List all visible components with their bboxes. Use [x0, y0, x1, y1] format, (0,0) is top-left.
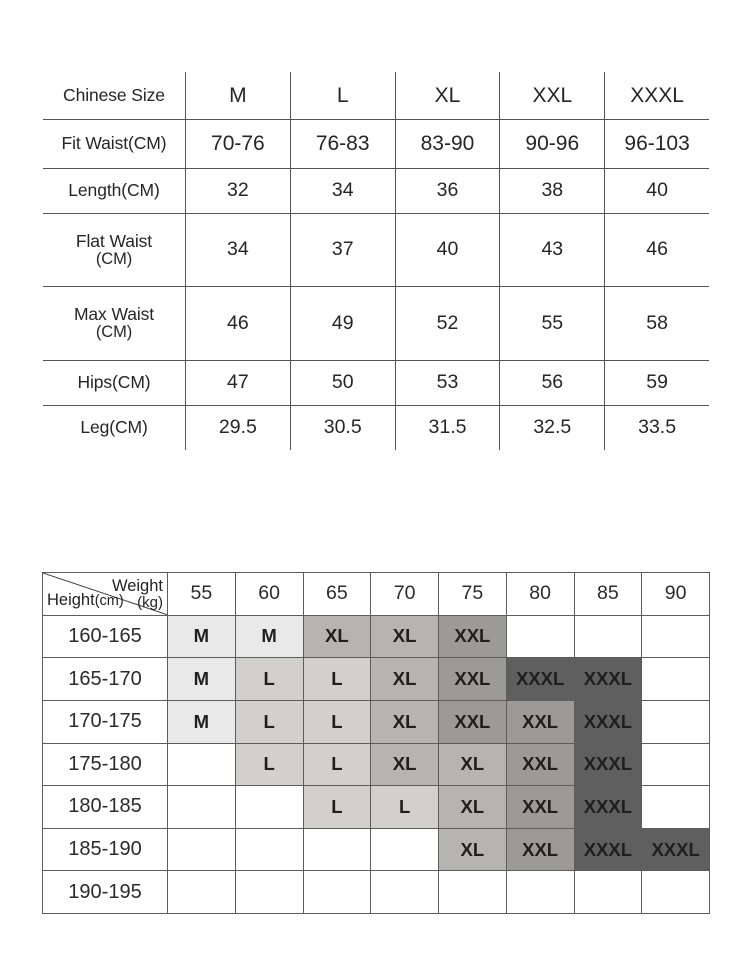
matrix-size-cell: XL [439, 743, 507, 786]
spec-cell: 37 [290, 214, 395, 287]
matrix-size-cell: XXL [439, 700, 507, 743]
matrix-size-cell: XXXL [574, 828, 642, 871]
spec-cell: 50 [290, 360, 395, 405]
matrix-size-cell: XXL [439, 658, 507, 701]
matrix-size-cell: XXXL [574, 700, 642, 743]
matrix-empty-cell [642, 786, 710, 829]
matrix-empty-cell [235, 828, 303, 871]
spec-row-label-unit: (CM) [95, 323, 133, 342]
matrix-empty-cell [642, 743, 710, 786]
matrix-height-header: 175-180 [43, 743, 168, 786]
spec-row-label-text: Length(CM) [68, 180, 160, 201]
spec-row-label [43, 214, 186, 287]
spec-cell: 33.5 [605, 405, 710, 450]
size-recommendation-matrix-container [42, 572, 710, 914]
matrix-size-cell: L [303, 658, 371, 701]
matrix-weight-axis-unit: (kg) [137, 594, 163, 612]
matrix-size-cell: XL [371, 615, 439, 658]
spec-row [43, 405, 710, 450]
matrix-size-cell: XL [371, 743, 439, 786]
spec-row [43, 168, 710, 213]
matrix-size-cell: XXL [506, 700, 574, 743]
spec-size-header-l: L [290, 72, 395, 120]
matrix-size-cell: L [303, 700, 371, 743]
spec-cell: 34 [186, 214, 291, 287]
spec-cell: 47 [186, 360, 291, 405]
matrix-empty-cell [642, 615, 710, 658]
matrix-empty-cell [439, 871, 507, 914]
spec-size-header-xl: XL [395, 72, 500, 120]
matrix-size-cell: XXXL [642, 828, 710, 871]
matrix-size-cell: L [303, 786, 371, 829]
spec-row-label [43, 405, 186, 450]
spec-row-label [43, 168, 186, 213]
matrix-empty-cell [574, 871, 642, 914]
matrix-size-cell: L [235, 700, 303, 743]
spec-row-label-text: Hips(CM) [77, 371, 151, 392]
spec-row-label-text: Max Waist [73, 304, 155, 325]
spec-cell: 96-103 [605, 120, 710, 168]
size-recommendation-matrix [42, 572, 710, 914]
matrix-size-cell: XXL [506, 743, 574, 786]
spec-cell: 29.5 [186, 405, 291, 450]
size-spec-table [42, 71, 710, 451]
matrix-height-header: 160-165 [43, 615, 168, 658]
matrix-weight-axis-text: Weight [111, 577, 163, 595]
matrix-size-cell: L [303, 743, 371, 786]
spec-size-header-xxl: XXL [500, 72, 605, 120]
spec-cell: 52 [395, 287, 500, 360]
spec-cell: 58 [605, 287, 710, 360]
matrix-size-cell: M [168, 658, 236, 701]
spec-row-label [43, 120, 186, 168]
matrix-empty-cell [235, 786, 303, 829]
matrix-size-cell: XL [439, 786, 507, 829]
spec-cell: 46 [186, 287, 291, 360]
matrix-weight-header: 75 [439, 573, 507, 616]
matrix-header-row [43, 573, 710, 616]
spec-row-label-text: Leg(CM) [80, 417, 148, 438]
spec-size-header-m: M [186, 72, 291, 120]
spec-row-label-unit: (CM) [95, 249, 133, 268]
matrix-height-header: 190-195 [43, 871, 168, 914]
matrix-empty-cell [235, 871, 303, 914]
spec-row-label-text: Flat Waist [75, 231, 153, 252]
matrix-empty-cell [642, 871, 710, 914]
matrix-size-cell: L [235, 743, 303, 786]
matrix-weight-header: 65 [303, 573, 371, 616]
matrix-size-cell: XL [371, 700, 439, 743]
spec-cell: 40 [605, 168, 710, 213]
matrix-size-cell: XL [439, 828, 507, 871]
matrix-size-cell: XXXL [574, 786, 642, 829]
spec-cell: 31.5 [395, 405, 500, 450]
spec-cell: 56 [500, 360, 605, 405]
matrix-size-cell: XL [303, 615, 371, 658]
matrix-weight-header: 80 [506, 573, 574, 616]
matrix-height-header: 165-170 [43, 658, 168, 701]
spec-header-row [43, 72, 710, 120]
spec-row [43, 287, 710, 360]
matrix-size-cell: M [168, 700, 236, 743]
matrix-row [43, 658, 710, 701]
spec-row [43, 120, 710, 168]
matrix-empty-cell [506, 615, 574, 658]
spec-row-label [43, 287, 186, 360]
matrix-size-cell: XXL [506, 828, 574, 871]
spec-size-header-xxxl: XXXL [605, 72, 710, 120]
matrix-row [43, 871, 710, 914]
matrix-weight-header: 70 [371, 573, 439, 616]
matrix-row [43, 700, 710, 743]
matrix-empty-cell [168, 743, 236, 786]
matrix-size-cell: XXL [439, 615, 507, 658]
spec-corner-label: Chinese Size [43, 72, 186, 120]
matrix-empty-cell [642, 700, 710, 743]
spec-cell: 76-83 [290, 120, 395, 168]
spec-cell: 90-96 [500, 120, 605, 168]
matrix-empty-cell [574, 615, 642, 658]
matrix-height-header: 170-175 [43, 700, 168, 743]
matrix-empty-cell [642, 658, 710, 701]
matrix-empty-cell [168, 786, 236, 829]
matrix-row [43, 615, 710, 658]
matrix-size-cell: L [371, 786, 439, 829]
spec-cell: 83-90 [395, 120, 500, 168]
matrix-size-cell: L [235, 658, 303, 701]
matrix-empty-cell [371, 828, 439, 871]
matrix-size-cell: XXL [506, 786, 574, 829]
matrix-height-header: 185-190 [43, 828, 168, 871]
matrix-weight-header: 55 [168, 573, 236, 616]
spec-cell: 59 [605, 360, 710, 405]
matrix-height-axis-label [47, 591, 124, 610]
matrix-size-cell: XXXL [574, 743, 642, 786]
spec-cell: 53 [395, 360, 500, 405]
matrix-empty-cell [168, 871, 236, 914]
matrix-weight-header: 85 [574, 573, 642, 616]
spec-cell: 55 [500, 287, 605, 360]
spec-cell: 34 [290, 168, 395, 213]
spec-cell: 70-76 [186, 120, 291, 168]
spec-cell: 30.5 [290, 405, 395, 450]
matrix-size-cell: XXXL [574, 658, 642, 701]
matrix-row [43, 828, 710, 871]
matrix-size-cell: XL [371, 658, 439, 701]
matrix-weight-header: 60 [235, 573, 303, 616]
spec-cell: 32 [186, 168, 291, 213]
size-spec-table-container [42, 71, 710, 451]
matrix-height-axis-unit: (cm) [94, 592, 124, 609]
matrix-empty-cell [371, 871, 439, 914]
matrix-height-header: 180-185 [43, 786, 168, 829]
matrix-diagonal-header-cell [43, 573, 168, 616]
matrix-height-axis-text: Height [47, 590, 95, 609]
spec-cell: 32.5 [500, 405, 605, 450]
matrix-size-cell: M [168, 615, 236, 658]
matrix-size-cell: M [235, 615, 303, 658]
spec-row-label [43, 360, 186, 405]
spec-cell: 38 [500, 168, 605, 213]
matrix-weight-header: 90 [642, 573, 710, 616]
spec-cell: 36 [395, 168, 500, 213]
spec-row-label-text: Fit Waist(CM) [61, 133, 167, 154]
spec-row [43, 214, 710, 287]
spec-cell: 43 [500, 214, 605, 287]
matrix-empty-cell [303, 828, 371, 871]
matrix-row [43, 786, 710, 829]
matrix-empty-cell [168, 828, 236, 871]
matrix-empty-cell [303, 871, 371, 914]
spec-cell: 40 [395, 214, 500, 287]
matrix-row [43, 743, 710, 786]
spec-cell: 46 [605, 214, 710, 287]
spec-row [43, 360, 710, 405]
matrix-empty-cell [506, 871, 574, 914]
spec-cell: 49 [290, 287, 395, 360]
matrix-size-cell: XXXL [506, 658, 574, 701]
